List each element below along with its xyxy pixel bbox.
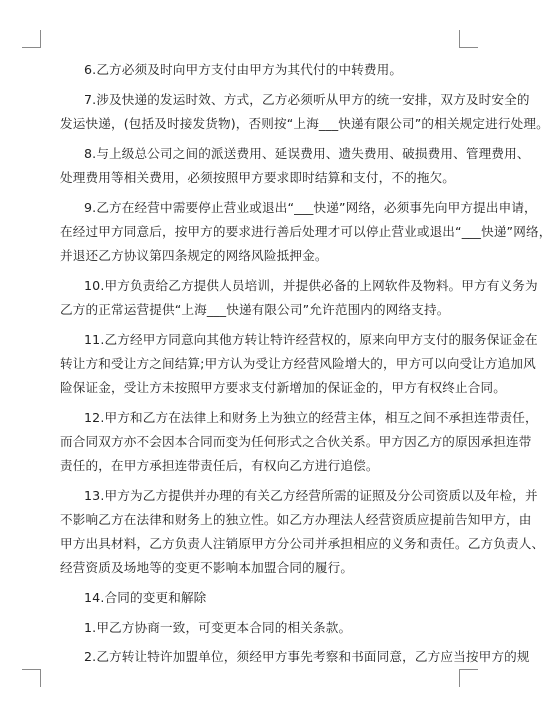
paragraph-line: 10.甲方负责给乙方提供人员培训，并提供必备的上网软件及物料。甲方有义务为: [84, 277, 538, 293]
contract-paragraph: [60, 328, 538, 401]
paragraph-line: 并退还乙方协议第四条规定的网络风险抵押金。: [60, 247, 328, 263]
paragraph-line: 发运快递，(包括及时接发货物)，否则按“上海___快递有限公司”的相关规定进行处理。: [60, 115, 549, 131]
crop-mark-top-left-vertical: [40, 30, 41, 48]
contract-paragraph: [60, 586, 460, 610]
paragraph-line: 12.甲方和乙方在法律上和财务上为独立的经营主体，相互之间不承担连带责任，: [84, 409, 538, 425]
crop-mark-top-left-horizontal: [22, 47, 41, 48]
paragraph-line: 甲方出具材料，乙方负责人注销原甲方分公司并承担相应的义务和责任。乙方负责人、: [60, 536, 545, 552]
contract-paragraph: [60, 645, 530, 669]
paragraph-line: 险保证金，受让方未按照甲方要求支付新增加的保证金的，甲方有权终止合同。: [60, 379, 507, 395]
paragraph-line: 8.与上级总公司之间的派送费用、延误费用、遗失费用、破损费用、管理费用、: [84, 145, 530, 161]
paragraph-line: 11.乙方经甲方同意向其他方转让特许经营权的，原来向甲方支付的服务保证金在: [84, 331, 538, 347]
paragraph-line: 1.甲乙方协商一致，可变更本合同的相关条款。: [84, 619, 352, 635]
contract-paragraph: [60, 616, 460, 640]
crop-mark-bottom-left-horizontal: [22, 669, 41, 670]
paragraph-line: 乙方的正常运营提供“上海___快递有限公司”允许范围内的网络支持。: [60, 301, 450, 317]
paragraph-line: 处理费用等相关费用，必须按照甲方要求即时结算和支付，不的拖欠。: [60, 169, 456, 185]
crop-mark-top-right-horizontal: [459, 47, 478, 48]
contract-paragraph: [60, 88, 549, 136]
paragraph-line: 14.合同的变更和解除: [84, 590, 207, 606]
contract-paragraph: [60, 406, 538, 479]
contract-paragraph: [60, 274, 538, 322]
crop-mark-top-right-vertical: [459, 30, 460, 48]
paragraph-line: 不影响乙方在法律和财务上的独立性。如乙方办理法人经营资质应提前告知甲方，由: [60, 511, 532, 527]
paragraph-line: 2.乙方转让特许加盟单位，须经甲方事先考察和书面同意，乙方应当按甲方的规: [84, 649, 530, 665]
paragraph-line: 6.乙方必须及时向甲方支付由甲方为其代付的中转费用。: [84, 62, 403, 77]
contract-paragraph: [60, 142, 530, 190]
paragraph-line: 转让方和受让方之间结算;甲方认为受让方经营风险增大的，甲方可以向受让方追加风: [60, 355, 536, 371]
paragraph-line: 在经过甲方同意后，按甲方的要求进行善后处理才可以停止营业或退出“___快递”网络，: [60, 223, 551, 239]
document-body: [60, 58, 551, 675]
paragraph-line: 7.涉及快递的发运时效、方式，乙方必须听从甲方的统一安排，双方及时安全的: [84, 91, 530, 107]
contract-paragraph: [60, 484, 545, 581]
paragraph-line: 9.乙方在经营中需要停止营业或退出“___快递”网络，必须事先向甲方提出申请，: [84, 199, 537, 215]
crop-mark-bottom-left-vertical: [40, 669, 41, 687]
paragraph-line: 经营资质及场地等的变更不影响本加盟合同的履行。: [60, 560, 354, 576]
contract-paragraph: [60, 196, 551, 269]
paragraph-line: 责任的，在甲方承担连带责任后，有权向乙方进行追偿。: [60, 458, 379, 474]
paragraph-line: 13.甲方为乙方提供并办理的有关乙方经营所需的证照及分公司资质以及年检，并: [84, 487, 538, 503]
contract-paragraph: [60, 58, 460, 82]
paragraph-line: 而合同双方亦不会因本合同而变为任何形式之合伙关系。甲方因乙方的原因承担连带: [60, 433, 532, 449]
